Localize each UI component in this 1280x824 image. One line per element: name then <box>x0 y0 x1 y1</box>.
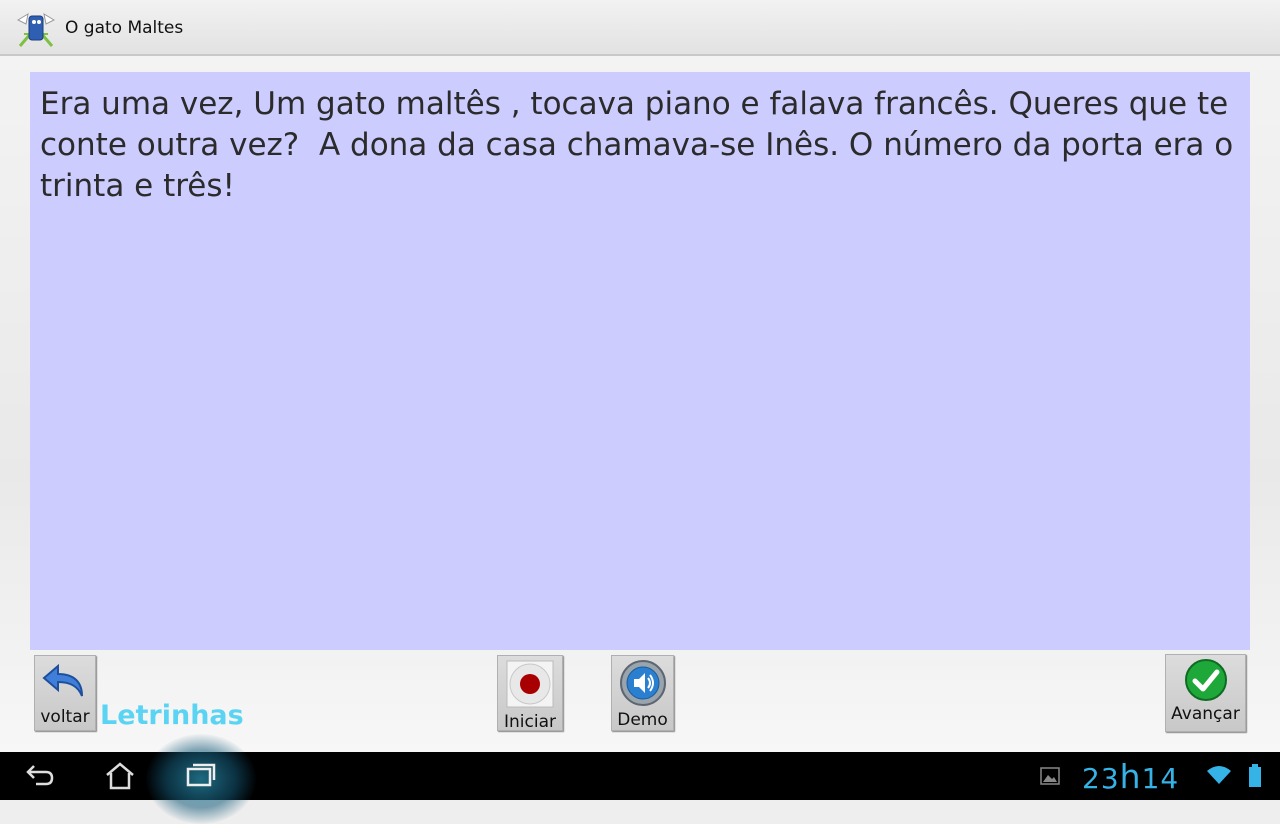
record-button-label: Iniciar <box>504 712 556 732</box>
clock-minutes: 14 <box>1141 762 1180 795</box>
back-button-label: voltar <box>40 707 90 727</box>
record-icon <box>506 660 554 708</box>
undo-arrow-icon <box>42 662 88 702</box>
brand-label: Letrinhas <box>100 700 244 731</box>
next-button[interactable] <box>1165 654 1246 732</box>
back-button[interactable] <box>34 655 96 731</box>
app-logo-icon[interactable] <box>14 6 58 50</box>
demo-button[interactable] <box>611 655 674 731</box>
home-icon[interactable] <box>104 760 136 792</box>
story-panel <box>30 72 1250 650</box>
app-title: O gato Maltes <box>65 18 184 38</box>
record-button[interactable] <box>497 655 563 731</box>
gallery-notification-icon[interactable] <box>1040 767 1060 785</box>
speaker-icon <box>619 659 667 707</box>
checkmark-icon <box>1184 658 1228 702</box>
clock-separator: h <box>1119 757 1142 796</box>
clock-hours: 23 <box>1082 762 1120 795</box>
story-text: Era uma vez, Um gato maltês , tocava piano e falava francês. Queres que te conte outra vez? A dona da casa chamava-se Inês. O número da porta era o trinta e três! <box>40 86 1244 204</box>
back-icon[interactable] <box>24 760 56 790</box>
demo-button-label: Demo <box>617 710 668 730</box>
next-button-label: Avançar <box>1171 704 1240 724</box>
recent-apps-icon[interactable] <box>184 760 218 790</box>
battery-icon <box>1248 764 1262 788</box>
system-navigation-bar <box>0 752 1280 800</box>
action-bar <box>0 0 1280 56</box>
status-clock[interactable] <box>1082 757 1179 796</box>
main-content <box>0 56 1280 752</box>
wifi-icon <box>1205 764 1233 786</box>
